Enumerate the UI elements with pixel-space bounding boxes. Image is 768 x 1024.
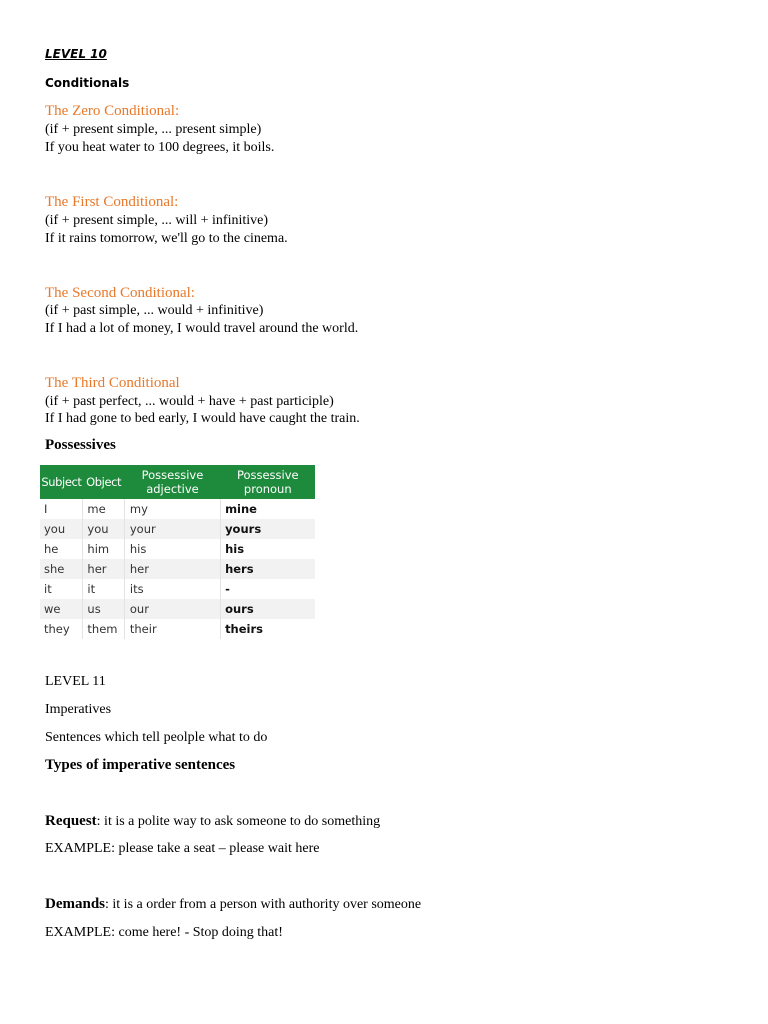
cell-possessive-adjective: her [124, 559, 220, 579]
third-conditional-heading: The Third Conditional [45, 375, 180, 391]
demands-label: Demands [45, 896, 106, 912]
cell-possessive-pronoun: - [225, 582, 230, 596]
possessives-table [40, 465, 315, 639]
request-line [45, 813, 380, 830]
cell-object: us [83, 599, 124, 619]
imperatives-definition: Sentences which tell peolple what to do [45, 730, 268, 745]
cell-subject: it [40, 579, 83, 599]
cell-object: you [83, 519, 124, 539]
first-conditional-form: (if + present simple, ... will + infinitive) [45, 213, 269, 228]
cell-object: him [83, 539, 124, 559]
cell-subject: she [40, 559, 83, 579]
cell-subject: he [40, 539, 83, 559]
first-conditional-heading: The First Conditional: [45, 194, 179, 210]
cell-possessive-pronoun: his [225, 542, 245, 556]
table-row [40, 579, 315, 599]
table-row [40, 619, 315, 639]
table-row [40, 499, 315, 519]
cell-object: me [83, 499, 124, 519]
cell-possessive-adjective: their [124, 619, 220, 639]
cell-subject: I [40, 499, 83, 519]
request-label: Request [45, 813, 97, 829]
cell-object: them [83, 619, 124, 639]
possessives-title: Possessives [45, 437, 116, 453]
level-10-heading: LEVEL 10 [45, 47, 107, 61]
header-object: Object [83, 465, 124, 499]
cell-subject: we [40, 599, 83, 619]
table-header-row [40, 465, 315, 499]
table-row [40, 599, 315, 619]
cell-possessive-adjective: my [124, 499, 220, 519]
cell-subject: you [40, 519, 83, 539]
second-conditional-heading: The Second Conditional: [45, 285, 195, 301]
types-of-imperatives-title: Types of imperative sentences [45, 757, 236, 773]
cell-object: her [83, 559, 124, 579]
third-conditional-example: If I had gone to bed early, I would have caught the train. [45, 411, 360, 426]
first-conditional-example: If it rains tomorrow, we'll go to the cinema. [45, 231, 288, 246]
table-row [40, 519, 315, 539]
cell-possessive-adjective: our [124, 599, 220, 619]
header-possessive-adjective: Possessive adjective [124, 465, 220, 499]
cell-subject: they [40, 619, 83, 639]
cell-possessive-pronoun: hers [221, 559, 315, 579]
demands-text: : it is a order from a person with authority over someone [105, 897, 422, 912]
cell-possessive-pronoun: ours [221, 599, 315, 619]
request-example: EXAMPLE: please take a seat – please wait here [45, 841, 320, 856]
second-conditional-example: If I had a lot of money, I would travel around the world. [45, 321, 359, 336]
cell-possessive-adjective: your [124, 519, 220, 539]
level-11-heading: LEVEL 11 [45, 674, 106, 689]
header-possessive-pronoun: Possessive pronoun [221, 465, 315, 499]
demands-example: EXAMPLE: come here! - Stop doing that! [45, 925, 283, 940]
second-conditional-form: (if + past simple, ... would + infinitive) [45, 303, 264, 318]
demands-line [45, 896, 421, 913]
third-conditional-form: (if + past perfect, ... would + have + past participle) [45, 394, 334, 409]
zero-conditional-example: If you heat water to 100 degrees, it boils. [45, 140, 275, 155]
cell-possessive-pronoun: yours [221, 519, 315, 539]
conditionals-title: Conditionals [45, 76, 130, 90]
cell-possessive-adjective: its [124, 579, 220, 599]
table-row [40, 539, 315, 559]
zero-conditional-heading: The Zero Conditional: [45, 103, 180, 119]
cell-possessive-adjective: his [124, 539, 220, 559]
header-subject: Subject [40, 465, 83, 499]
imperatives-title: Imperatives [45, 702, 112, 717]
cell-object: it [83, 579, 124, 599]
cell-possessive-pronoun: theirs [225, 622, 264, 636]
zero-conditional-form: (if + present simple, ... present simple) [45, 122, 262, 137]
cell-possessive-pronoun: mine [225, 502, 257, 516]
request-text: : it is a polite way to ask someone to do something [96, 814, 381, 829]
table-row [40, 559, 315, 579]
